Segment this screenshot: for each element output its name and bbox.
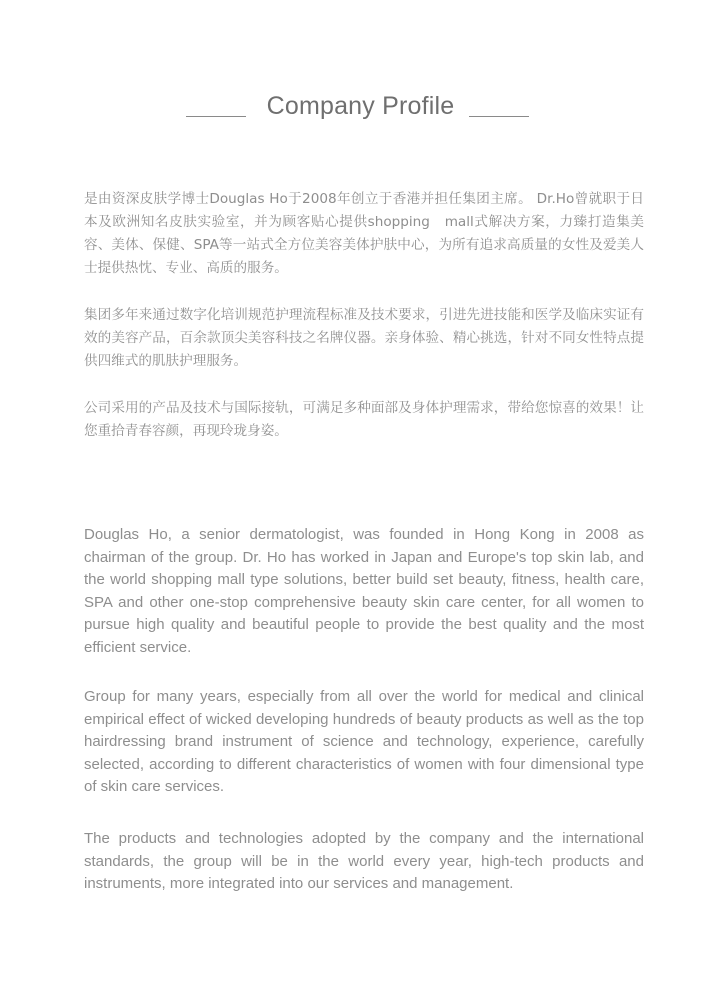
english-paragraph-3: The products and technologies adopted by the company and the international standards, the group will be in the world every year, high-tech products and instruments, more integrated into our services and management. [84, 830, 644, 893]
english-paragraph-2: Group for many years, especially from all over the world for medical and clinical empirical effect of wicked developing hundreds of beauty products as well as the top hairdressing brand instrument of science and technology, experience, carefully selected, according to different characteristics of women with four dimensional type of skin care services. [84, 688, 644, 796]
english-paragraph-1: Douglas Ho, a senior dermatologist, was founded in Hong Kong in 2008 as chairman of the group. Dr. Ho has worked in Japan and Europe's top skin lab, and the world shopping mall type solutions, better build set beauty, fitness, health care, SPA and other one-stop comprehensive beauty skin care center, for all women to pursue high quality and beautiful people to provide the best quality and the most efficient service. [84, 526, 644, 656]
chinese-paragraph-1: 是由资深皮肤学博士Douglas Ho于2008年创立于香港并担任集团主席。 Dr.Ho曾就职于日本及欧洲知名皮肤实验室，并为顾客贴心提供shopping mall式解决方案，力臻打造集美容、美体、保健、SPA等一站式全方位美容美体护肤中心，为所有追求高质量的女性及爱美人士提供热忱、专业、高质的服务。 [84, 191, 644, 276]
title-divider-right [469, 116, 529, 117]
chinese-paragraph-2: 集团多年来通过数字化培训规范护理流程标准及技术要求，引进先进技能和医学及临床实证有效的美容产品，百余款顶尖美容科技之名牌仪器。亲身体验、精心挑选，针对不同女性特点提供四维式的肌肤护理服务。 [84, 307, 644, 369]
page-header [0, 90, 721, 130]
page-title: Company Profile [266, 92, 455, 120]
chinese-paragraph-3: 公司采用的产品及技术与国际接轨，可满足多种面部及身体护理需求，带给您惊喜的效果！让您重拾青春容颜，再现玲珑身姿。 [84, 400, 644, 439]
